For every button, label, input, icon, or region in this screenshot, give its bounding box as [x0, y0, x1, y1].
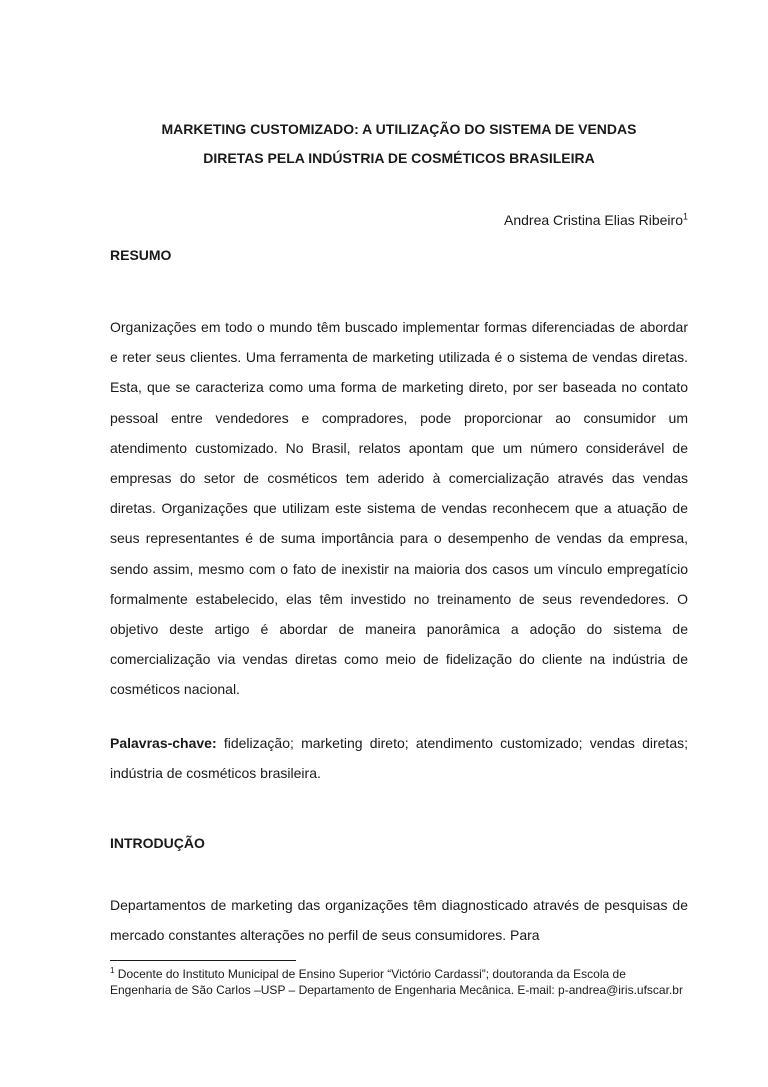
keywords: [110, 728, 688, 788]
author-name: Andrea Cristina Elias Ribeiro: [504, 212, 683, 228]
introduction-heading: INTRODUÇÃO: [110, 835, 205, 851]
keywords-label: Palavras-chave:: [110, 735, 217, 751]
introduction-body: Departamentos de marketing das organizações têm diagnosticado através de pesquisas de mercado constantes alterações no perfil de seus consumidores. Para: [110, 897, 688, 944]
abstract-body: Organizações em todo o mundo têm buscado implementar formas diferenciadas de abordar e reter seus clientes. Uma ferramenta de marketing utilizada é o sistema de vendas diretas. Esta, que se caracteriza como uma forma de marketing direto, por ser baseada no contato pessoal entre vendedores e compradores, pode proporcionar ao consumidor um atendimento customizado. No Brasil, relatos apontam que um número considerável de empresas do setor de cosméticos tem aderido à comercialização através das vendas diretas. Organizações que utilizam este sistema de vendas reconhecem que a atuação de seus representantes é de suma importância para o desempenho de vendas da empresa, sendo assim, mesmo com o fato de inexistir na maioria dos casos um vínculo empregatício formalmente estabelecido, elas têm investido no treinamento de seus revendedores. O objetivo deste artigo é abordar de maneira panorâmica a adoção do sistema de comercialização via vendas diretas como meio de fidelização do cliente na indústria de cosméticos nacional.: [110, 319, 688, 698]
title-line-1: MARKETING CUSTOMIZADO: A UTILIZAÇÃO DO SISTEMA DE VENDAS: [161, 121, 637, 137]
author-line: [504, 206, 688, 234]
footnote-marker: 1: [110, 966, 115, 975]
author-footnote-marker: 1: [682, 211, 688, 222]
footnote: [110, 966, 688, 998]
abstract-heading: RESUMO: [110, 247, 172, 263]
footnote-divider: [110, 960, 296, 961]
keywords-text: fidelização; marketing direto; atendimento customizado; vendas diretas; indústria de cosméticos brasileira.: [110, 735, 689, 782]
footnote-text: Docente do Instituto Municipal de Ensino Superior “Victório Cardassi”; doutoranda da Escola de Engenharia de São Carlos –USP – Departamento de Engenharia Mecânica. E-mail: p-andrea@iris.ufscar.br: [110, 967, 683, 997]
title-line-2: DIRETAS PELA INDÚSTRIA DE COSMÉTICOS BRASILEIRA: [203, 150, 595, 166]
